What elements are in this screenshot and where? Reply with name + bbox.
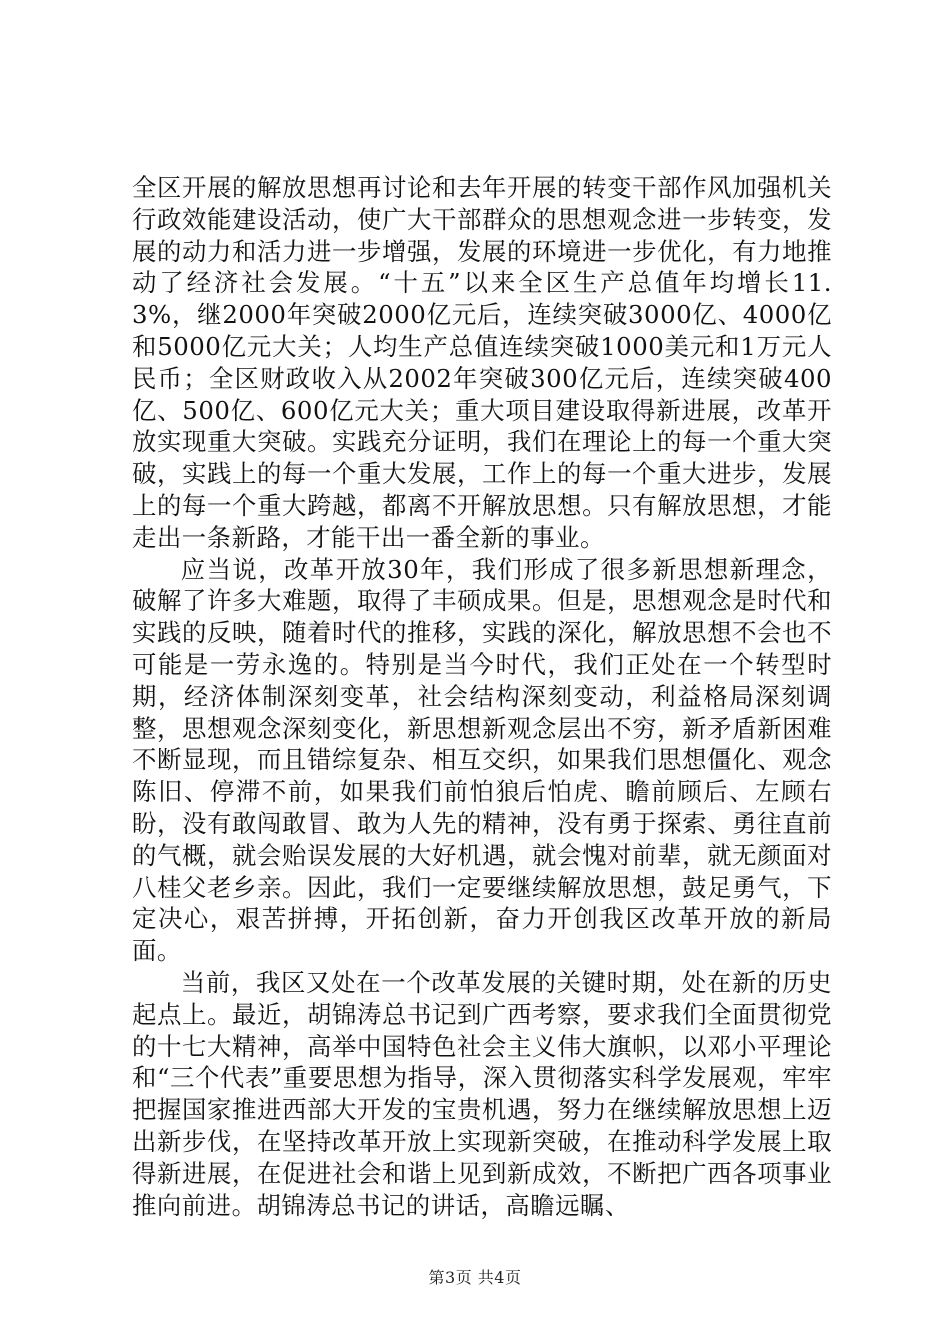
page-footer: 第3页 共4页 — [428, 1268, 522, 1287]
body-text — [132, 172, 832, 1221]
paragraph-1: 全区开展的解放思想再讨论和去年开展的转变干部作风加强机关行政效能建设活动，使广大干部群众的思想观念进一步转变，发展的动力和活力进一步增强，发展的环境进一步优化，有力地推动了经济社会发展。“十五”以来全区生产总值年均增长11.3%，继2000年突破2000亿元后，连续突破3000亿、4000亿和5000亿元大关；人均生产总值连续突破1000美元和1万元人民币；全区财政收入从2002年突破300亿元后，连续突破400亿、500亿、600亿元大关；重大项目建设取得新进展，改革开放实现重大突破。实践充分证明，我们在理论上的每一个重大突破，实践上的每一个重大发展，工作上的每一个重大进步，发展上的每一个重大跨越，都离不开解放思想。只有解放思想，才能走出一条新路，才能干出一番全新的事业。 — [132, 173, 832, 552]
paragraph-2: 应当说，改革开放30年，我们形成了很多新思想新理念，破解了许多大难题，取得了丰硕成果。但是，思想观念是时代和实践的反映，随着时代的推移，实践的深化，解放思想不会也不可能是一劳永逸的。特别是当今时代，我们正处在一个转型时期，经济体制深刻变革，社会结构深刻变动，利益格局深刻调整，思想观念深刻变化，新思想新观念层出不穷，新矛盾新困难不断显现，而且错综复杂、相互交织，如果我们思想僵化、观念陈旧、停滞不前，如果我们前怕狼后怕虎、瞻前顾后、左顾右盼，没有敢闯敢冒、敢为人先的精神，没有勇于探索、勇往直前的气概，就会贻误发展的大好机遇，就会愧对前辈，就无颜面对八桂父老乡亲。因此，我们一定要继续解放思想，鼓足勇气，下定决心，艰苦拼搏，开拓创新，奋力开创我区改革开放的新局面。 — [132, 554, 832, 966]
paragraph-3: 当前，我区又处在一个改革发展的关键时期，处在新的历史起点上。最近，胡锦涛总书记到广西考察，要求我们全面贯彻党的十七大精神，高举中国特色社会主义伟大旗帜，以邓小平理论和“三个代表”重要思想为指导，深入贯彻落实科学发展观，牢牢把握国家推进西部大开发的宝贵机遇，努力在继续解放思想上迈出新步伐，在坚持改革开放上实现新突破，在推动科学发展上取得新进展，在促进社会和谐上见到新成效，不断把广西各项事业推向前进。胡锦涛总书记的讲话，高瞻远瞩、 — [132, 967, 832, 1220]
